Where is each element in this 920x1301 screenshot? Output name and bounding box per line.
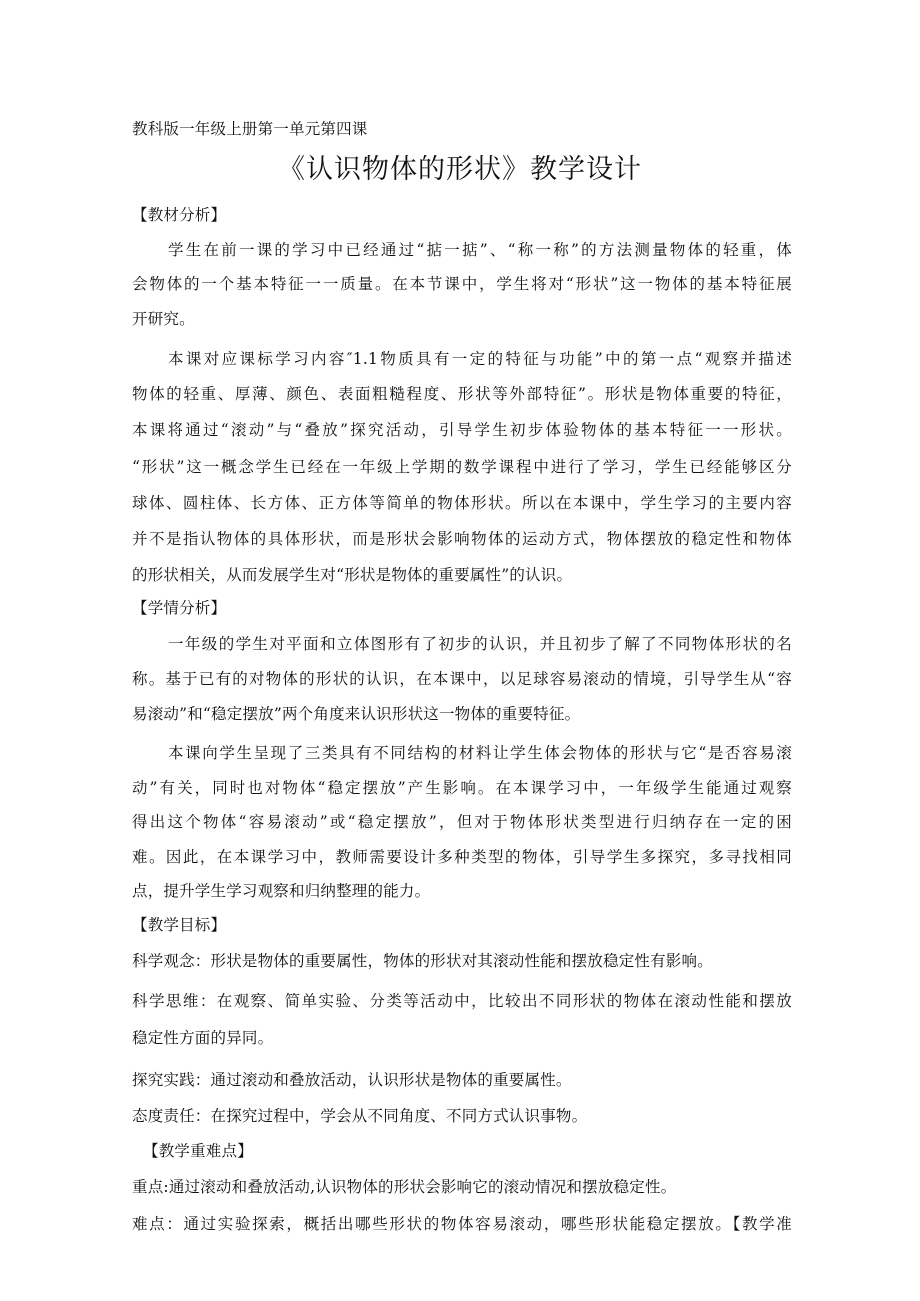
goal-thinking-cont: 稳定性方面的异同。	[132, 1029, 274, 1047]
paragraph-line: 得出这个物体“容易滚动”或“稳定摆放”，但对于物体形状类型进行归纳存在一定的困	[132, 813, 792, 831]
paragraph-line: 点，提升学生学习观察和归纳整理的能力。	[132, 882, 431, 900]
paragraph-line: 难。因此，在本课学习中，教师需要设计多种类型的物体，引导学生多探究，多寻找相同	[132, 848, 792, 866]
difficult-point: 难点：通过实验探索，概括出哪些形状的物体容易滚动，哪些形状能稳定摆放。【教学准	[132, 1215, 792, 1233]
paragraph-line: 本课将通过“滚动”与“叠放”探究活动，引导学生初步体验物体的基本特征一一形状。	[132, 421, 792, 439]
paragraph-line: 一年级的学生对平面和立体图形有了初步的认识，并且初步了解了不同物体形状的名	[168, 635, 792, 653]
goal-concept: 科学观念：形状是物体的重要属性，物体的形状对其滚动性能和摆放稳定性有影响。	[132, 952, 713, 970]
paragraph-line: 易滚动”和“稳定摆放”两个角度来认识形状这一物体的重要特征。	[132, 705, 581, 723]
course-line: 教科版一年级上册第一单元第四课	[132, 120, 368, 138]
goal-thinking: 科学思维：在观察、简单实验、分类等活动中，比较出不同形状的物体在滚动性能和摆放	[132, 992, 792, 1010]
paragraph-line: 开研究。	[132, 310, 195, 328]
paragraph-line: 称。基于已有的对物体的形状的认识，在本课中，以足球容易滚动的情境，引导学生从“容	[132, 670, 792, 688]
paragraph-line: 本课对应课标学习内容″1.1物质具有一定的特征与功能”中的第一点“观察并描述	[168, 350, 792, 368]
paragraph-line: 本课向学生呈现了三类具有不同结构的材料让学生体会物体的形状与它“是否容易滚	[168, 744, 792, 762]
paragraph-line: 会物体的一个基本特征一一质量。在本节课中，学生将对“形状”这一物体的基本特征展	[132, 275, 792, 293]
paragraph-line: 动”有关，同时也对物体“稳定摆放”产生影响。在本课学习中，一年级学生能通过观察	[132, 779, 792, 797]
paragraph-line: “形状”这一概念学生已经在一年级上学期的数学课程中进行了学习，学生已经能够区分	[132, 458, 792, 476]
section-heading-keypoints: 【教学重难点】	[143, 1142, 253, 1160]
paragraph-line: 物体的轻重、厚薄、颜色、表面粗糙程度、形状等外部特征”。形状是物体重要的特征，	[132, 385, 792, 403]
section-heading-material: 【教材分析】	[132, 206, 227, 224]
paragraph-line: 学生在前一课的学习中已经通过“掂一掂”、“称一称”的方法测量物体的轻重，体	[168, 241, 792, 259]
goal-attitude: 态度责任：在探究过程中，学会从不同角度、不同方式认识事物。	[132, 1107, 588, 1125]
section-heading-learner: 【学情分析】	[132, 599, 227, 617]
paragraph-line: 并不是指认物体的具体形状，而是形状会影响物体的运动方式，物体摆放的稳定性和物体	[132, 530, 792, 548]
paragraph-line: 球体、圆柱体、长方体、正方体等简单的物体形状。所以在本课中，学生学习的主要内容	[132, 494, 792, 512]
page-title: 《认识物体的形状》教学设计	[278, 154, 642, 185]
paragraph-line: 的形状相关，从而发展学生对“形状是物体的重要属性”的认识。	[132, 566, 573, 584]
key-point: 重点:通过滚动和叠放活动,认识物体的形状会影响它的滚动情况和摆放稳定性。	[132, 1178, 677, 1196]
section-heading-goals: 【教学目标】	[132, 916, 227, 934]
goal-practice: 探究实践：通过滚动和叠放活动，认识形状是物体的重要属性。	[132, 1071, 572, 1089]
